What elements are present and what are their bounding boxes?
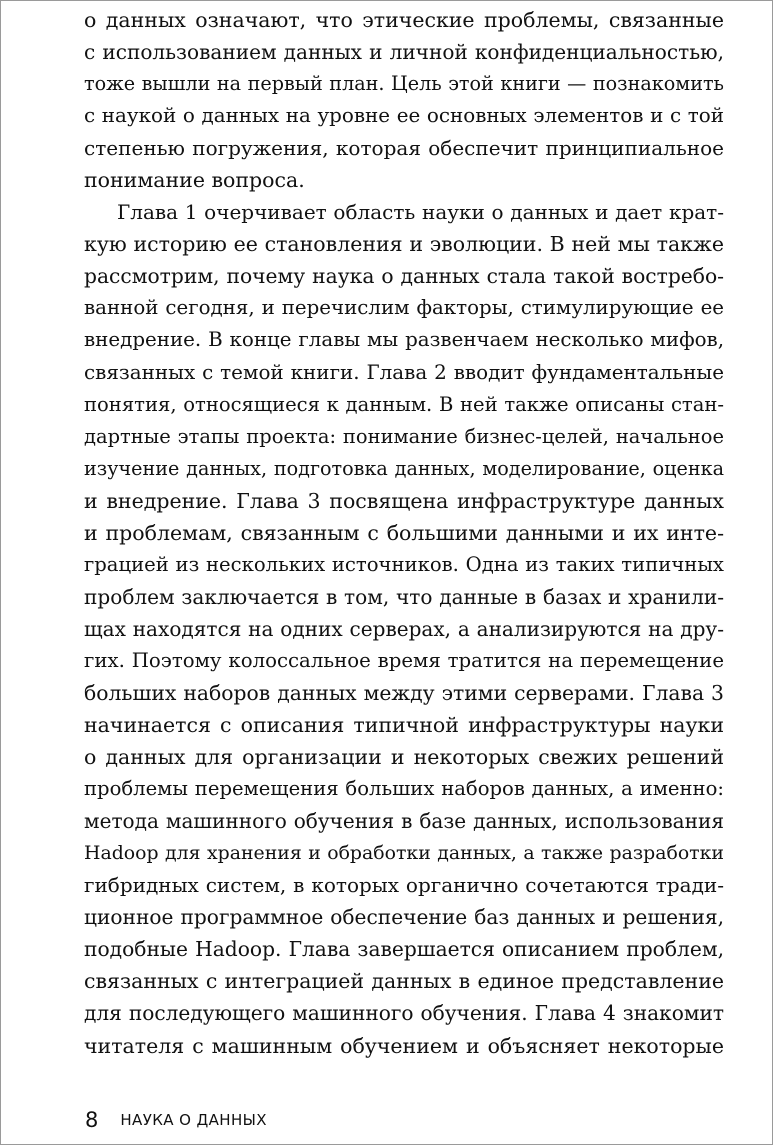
text-line: читателя с машинным обучением и объясняет некоторые	[84, 1033, 724, 1058]
text-line: понимание вопроса.	[84, 168, 305, 193]
text-line: и внедрение. Глава 3 посвящена инфраструктуре данных	[84, 488, 724, 513]
running-title: НАУКА О ДАННЫХ	[120, 1111, 267, 1129]
text-line: проблемы перемещения больших наборов данных, а именно:	[84, 777, 724, 801]
text-line: ционное программное обеспечение баз данных и решения,	[84, 905, 724, 930]
text-line: кую историю ее становления и эволюции. В ней мы также	[84, 232, 724, 257]
text-line: степенью погружения, которая обеспечит принципиальное	[84, 136, 724, 161]
text-line: связанных с темой книги. Глава 2 вводит фундаментальные	[84, 360, 724, 384]
page-number: 8	[85, 1108, 99, 1132]
text-line: метода машинного обучения в базе данных, использования	[84, 809, 724, 834]
text-line: о данных для организации и некоторых свежих решений	[84, 745, 724, 770]
text-line: связанных с интеграцией данных в единое представление	[84, 969, 724, 994]
text-line: начинается с описания типичной инфраструктуры науки	[84, 713, 724, 738]
page-footer	[85, 1105, 267, 1135]
text-line: дартные этапы проекта: понимание бизнес-целей, начальное	[84, 424, 724, 448]
text-line: рассмотрим, почему наука о данных стала такой востребо-	[84, 264, 724, 289]
text-line: внедрение. В конце главы мы развенчаем несколько мифов,	[84, 328, 724, 352]
body-text	[84, 4, 724, 1062]
text-line: с использованием данных и личной конфиденциальностью,	[84, 40, 724, 65]
text-line: о данных означают, что этические проблемы, связанные	[84, 8, 724, 32]
text-line: и проблемам, связанным с большими данными и их инте-	[84, 520, 724, 545]
text-line: Hadoop для хранения и обработки данных, а также разработки	[84, 842, 724, 865]
text-line: ванной сегодня, и перечислим факторы, стимулирующие ее	[84, 296, 724, 320]
text-line: проблем заключается в том, что данные в базах и хранили-	[84, 584, 724, 609]
text-line: тоже вышли на первый план. Цель этой книги — познакомить	[84, 72, 724, 96]
text-line: больших наборов данных между этими серверами. Глава 3	[84, 680, 724, 705]
text-line: подобные Hadoop. Глава завершается описанием проблем,	[84, 937, 724, 962]
text-line: для последующего машинного обучения. Глава 4 знакомит	[84, 1001, 724, 1026]
text-line: гибридных систем, в которых органично сочетаются тради-	[84, 873, 724, 898]
text-line: изучение данных, подготовка данных, моделирование, оценка	[84, 456, 724, 480]
text-line: понятия, относящиеся к данным. В ней также описаны стан-	[84, 392, 724, 416]
text-line: гих. Поэтому колоссальное время тратится на перемещение	[84, 648, 724, 672]
paragraph-first-line: Глава 1 очерчивает область науки о данных и дает крат-	[117, 200, 724, 225]
text-line: щах находятся на одних серверах, а анализируются на дру-	[84, 616, 724, 641]
text-line: с наукой о данных на уровне ее основных элементов и с той	[84, 104, 724, 128]
text-line: грацией из нескольких источников. Одна из таких типичных	[84, 552, 724, 576]
